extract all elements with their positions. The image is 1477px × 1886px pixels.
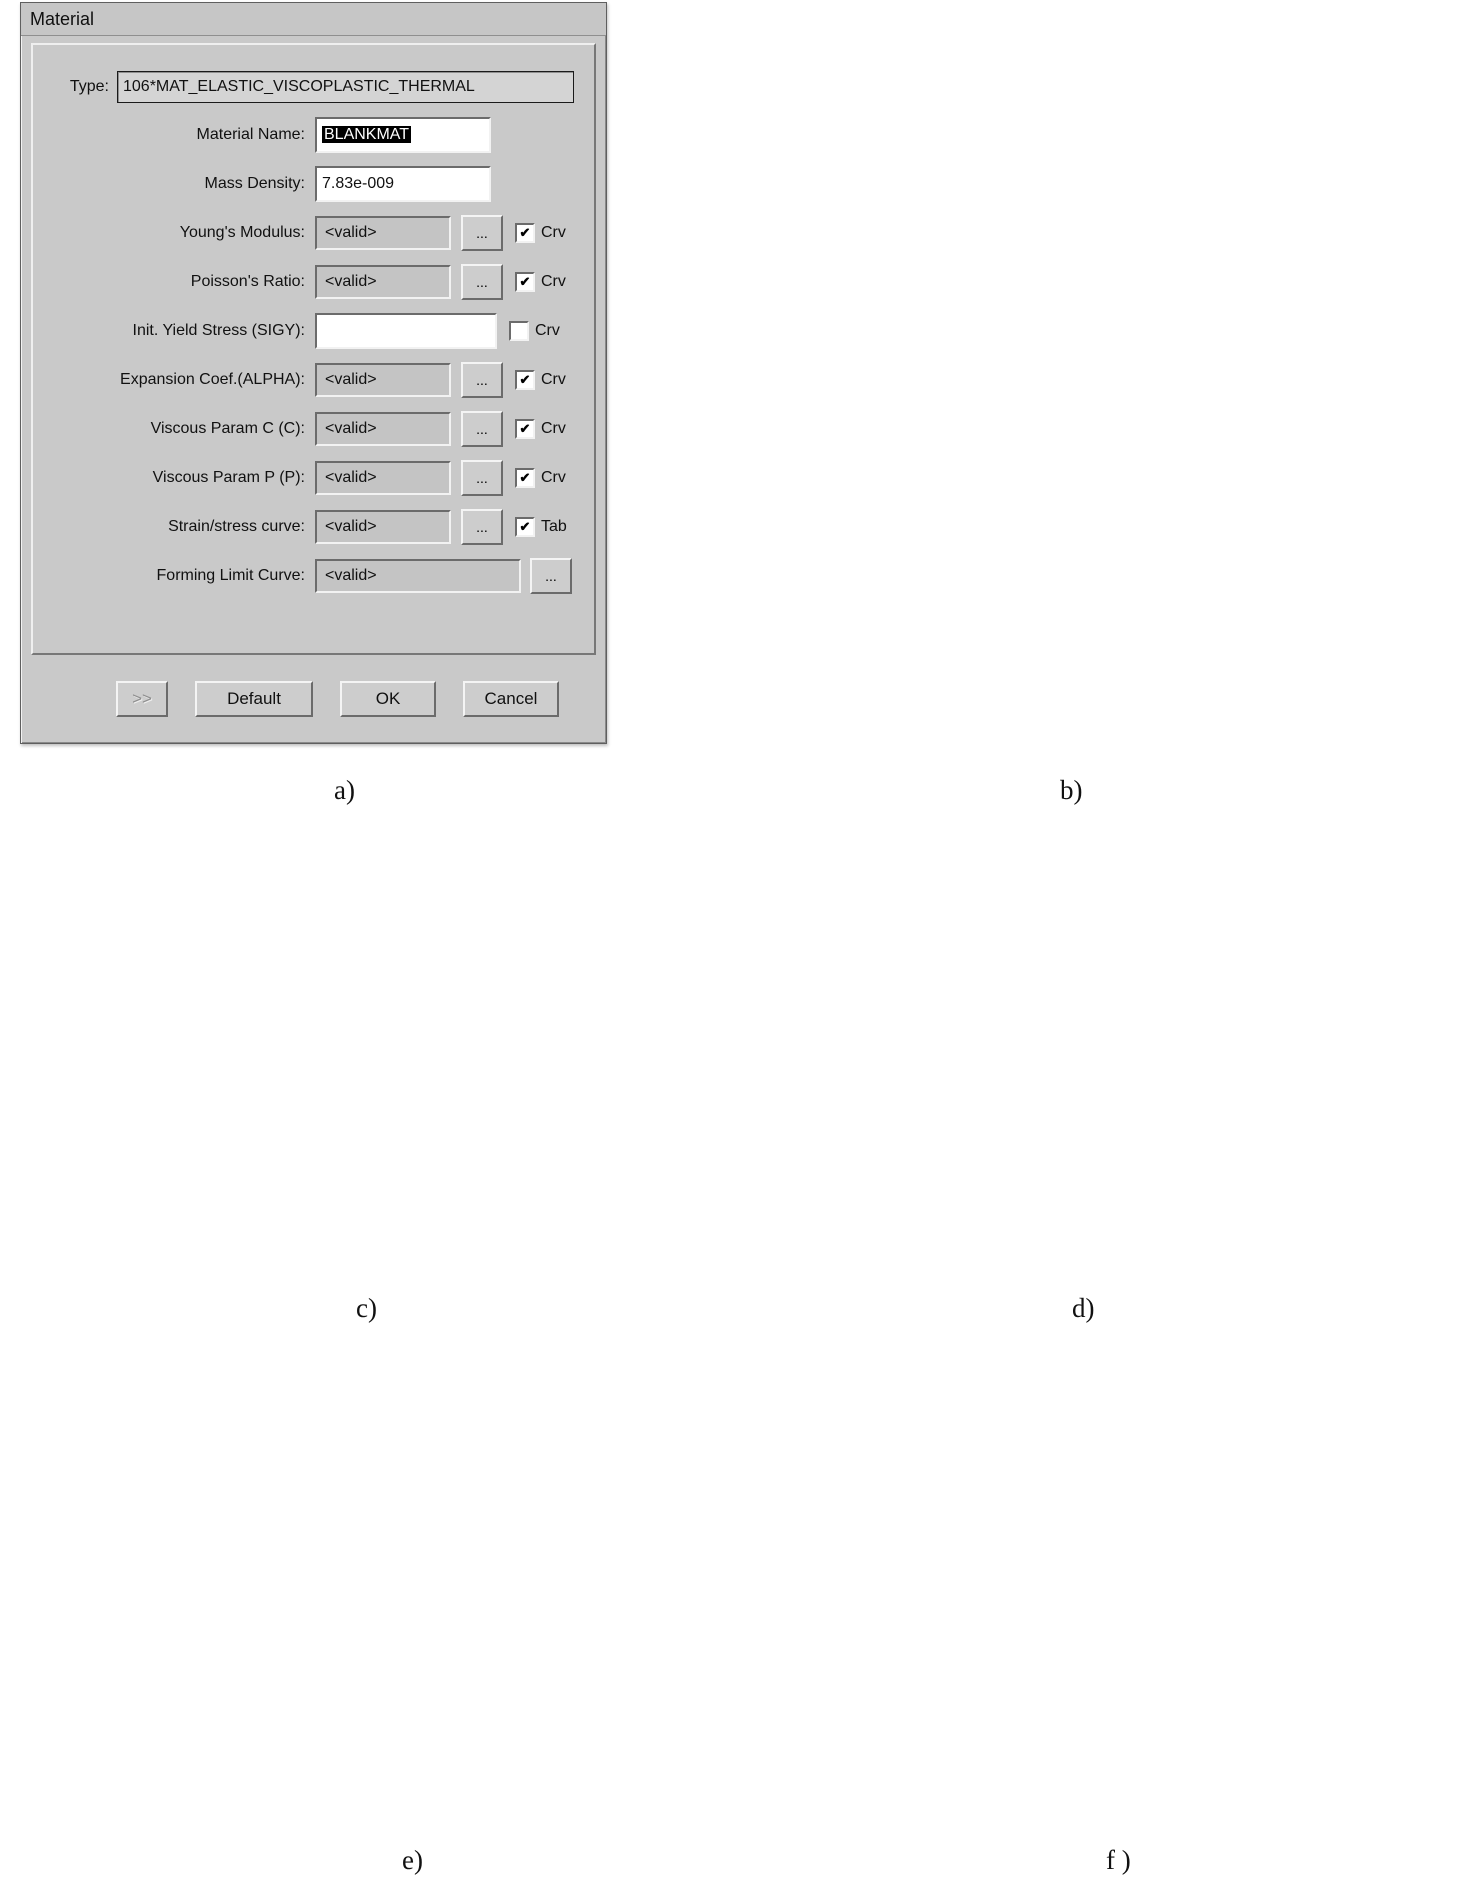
field-label: Strain/stress curve: xyxy=(168,518,305,535)
field-label: Mass Density: xyxy=(204,175,305,192)
material-form xyxy=(31,43,596,655)
field-label: Young's Modulus: xyxy=(179,224,305,241)
figure-label-b: b) xyxy=(1060,775,1083,805)
figure-label-f: f ) xyxy=(1106,1845,1131,1875)
default-button[interactable]: Default xyxy=(195,681,313,717)
field-label: Viscous Param P (P): xyxy=(152,469,305,486)
young-s-modulus-checkbox[interactable]: ✔ xyxy=(515,223,535,243)
field-row-young-s-modulus xyxy=(53,214,574,252)
young-s-modulus-check-label: Crv xyxy=(541,224,566,241)
young-s-modulus-browse-button[interactable]: ... xyxy=(461,215,503,251)
viscous-param-p-p-check-label: Crv xyxy=(541,469,566,486)
viscous-param-p-p-value: <valid> xyxy=(315,461,451,495)
forming-limit-curve-value: <valid> xyxy=(315,559,521,593)
material-name-input[interactable] xyxy=(315,117,491,153)
poisson-s-ratio-browse-button[interactable]: ... xyxy=(461,264,503,300)
young-s-modulus-value: <valid> xyxy=(315,216,451,250)
viscous-param-p-p-checkbox[interactable]: ✔ xyxy=(515,468,535,488)
field-label: Material Name: xyxy=(196,126,305,143)
material-type-row xyxy=(41,69,574,105)
material-dialog xyxy=(20,2,607,744)
init-yield-stress-sigy-check-label: Crv xyxy=(535,322,560,339)
poisson-s-ratio-checkbox[interactable]: ✔ xyxy=(515,272,535,292)
mass-density-input[interactable]: 7.83e-009 xyxy=(315,166,491,202)
field-row-viscous-param-c-c xyxy=(53,410,574,448)
field-row-material-name xyxy=(53,116,574,154)
strain-stress-curve-check-label: Tab xyxy=(541,518,567,535)
type-label: Type: xyxy=(69,78,109,95)
forming-limit-curve-browse-button[interactable]: ... xyxy=(530,558,572,594)
material-dialog-buttons xyxy=(21,681,606,717)
more-options-button[interactable]: >> xyxy=(116,681,168,717)
viscous-param-c-c-browse-button[interactable]: ... xyxy=(461,411,503,447)
window-titlebar[interactable] xyxy=(21,3,606,36)
init-yield-stress-sigy-input[interactable] xyxy=(315,313,497,349)
poisson-s-ratio-check-label: Crv xyxy=(541,273,566,290)
init-yield-stress-sigy-checkbox[interactable] xyxy=(509,321,529,341)
strain-stress-curve-browse-button[interactable]: ... xyxy=(461,509,503,545)
figure-label-a: a) xyxy=(334,775,355,805)
field-row-expansion-coef-alpha xyxy=(53,361,574,399)
window-title: Material xyxy=(30,8,95,29)
viscous-param-p-p-browse-button[interactable]: ... xyxy=(461,460,503,496)
material-type-field[interactable]: 106*MAT_ELASTIC_VISCOPLASTIC_THERMAL xyxy=(117,71,574,103)
figure-label-e: e) xyxy=(402,1845,423,1875)
strain-stress-curve-value: <valid> xyxy=(315,510,451,544)
field-row-init-yield-stress-sigy xyxy=(53,312,574,350)
field-label: Poisson's Ratio: xyxy=(190,273,305,290)
material-fields xyxy=(39,116,588,595)
viscous-param-c-c-check-label: Crv xyxy=(541,420,566,437)
strain-stress-curve-checkbox[interactable]: ✔ xyxy=(515,517,535,537)
ok-button[interactable]: OK xyxy=(340,681,436,717)
field-row-viscous-param-p-p xyxy=(53,459,574,497)
field-label: Viscous Param C (C): xyxy=(150,420,305,437)
field-label: Expansion Coef.(ALPHA): xyxy=(120,371,305,388)
field-label: Init. Yield Stress (SIGY): xyxy=(132,322,305,339)
viscous-param-c-c-value: <valid> xyxy=(315,412,451,446)
expansion-coef-alpha-value: <valid> xyxy=(315,363,451,397)
selected-text: BLANKMAT xyxy=(324,126,410,143)
field-row-forming-limit-curve xyxy=(53,557,574,595)
cancel-button[interactable]: Cancel xyxy=(463,681,559,717)
expansion-coef-alpha-browse-button[interactable]: ... xyxy=(461,362,503,398)
expansion-coef-alpha-check-label: Crv xyxy=(541,371,566,388)
field-row-poisson-s-ratio xyxy=(53,263,574,301)
poisson-s-ratio-value: <valid> xyxy=(315,265,451,299)
field-label: Forming Limit Curve: xyxy=(156,567,305,584)
field-row-strain-stress-curve xyxy=(53,508,574,546)
figure-label-c: c) xyxy=(356,1293,377,1323)
viscous-param-c-c-checkbox[interactable]: ✔ xyxy=(515,419,535,439)
expansion-coef-alpha-checkbox[interactable]: ✔ xyxy=(515,370,535,390)
figure-label-d: d) xyxy=(1072,1293,1095,1323)
field-row-mass-density xyxy=(53,165,574,203)
